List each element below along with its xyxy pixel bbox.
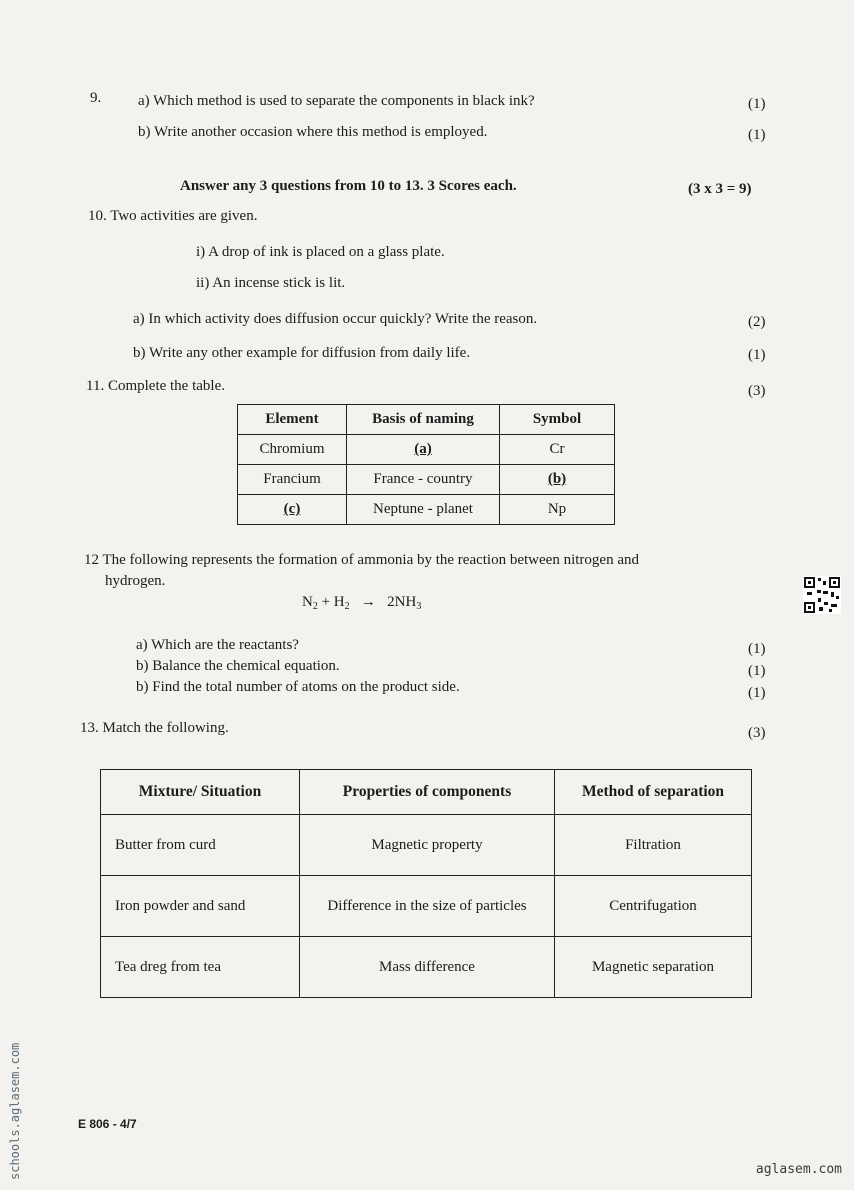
- q10-a-mark: (2): [748, 314, 766, 330]
- table-cell: France - country: [347, 465, 500, 495]
- q9-number: 9.: [90, 90, 102, 106]
- q12-part-b: b) Balance the chemical equation.: [136, 658, 340, 674]
- section-marks: (3 x 3 = 9): [688, 181, 752, 197]
- q10-activity-ii: ii) An incense stick is lit.: [196, 275, 346, 291]
- q9-a-mark: (1): [748, 96, 766, 112]
- table-cell: Chromium: [238, 435, 347, 465]
- eq-nitrogen: N: [302, 594, 313, 610]
- table-cell: Magnetic separation: [555, 937, 752, 998]
- table-row: [101, 937, 752, 998]
- table-cell: Tea dreg from tea: [101, 937, 300, 998]
- q10-part-b: b) Write any other example for diffusion from daily life.: [133, 345, 471, 361]
- table-cell: Magnetic property: [300, 815, 555, 876]
- table-cell: Np: [500, 495, 615, 525]
- table-cell: Neptune - planet: [347, 495, 500, 525]
- table-row: [101, 876, 752, 937]
- bottom-watermark: aglasem.com: [755, 1162, 842, 1177]
- q13-mark: (3): [748, 725, 766, 741]
- table-row: [238, 465, 615, 495]
- q12-part-c: b) Find the total number of atoms on the product side.: [136, 679, 460, 695]
- q12-part-a: a) Which are the reactants?: [136, 637, 299, 653]
- table-cell: Iron powder and sand: [101, 876, 300, 937]
- blank-b: (b): [500, 465, 615, 495]
- q12-a-mark: (1): [748, 641, 766, 657]
- section-heading: Answer any 3 questions from 10 to 13. 3 Scores each.: [180, 178, 517, 194]
- table-cell: Mass difference: [300, 937, 555, 998]
- eq-nitrogen-subscript: 2: [312, 601, 318, 612]
- blank-c: (c): [238, 495, 347, 525]
- table-cell: Cr: [500, 435, 615, 465]
- eq-product: 2NH: [387, 594, 417, 610]
- match-table-header: [101, 770, 752, 815]
- table-row: [238, 495, 615, 525]
- element-table-header-cell: Element: [238, 405, 347, 435]
- element-table-header: [238, 405, 615, 435]
- q12-stem-line1: 12 The following represents the formation of ammonia by the reaction between nitrogen and: [84, 552, 639, 568]
- table-cell: Difference in the size of particles: [300, 876, 555, 937]
- q12-b-mark: (1): [748, 663, 766, 679]
- q11-mark: (3): [748, 383, 766, 399]
- table-cell: Butter from curd: [101, 815, 300, 876]
- page-code: E 806 - 4/7: [78, 1117, 137, 1131]
- q9-part-b: b) Write another occasion where this method is employed.: [138, 124, 488, 140]
- q9-part-a: a) Which method is used to separate the components in black ink?: [138, 93, 535, 109]
- table-row: [238, 435, 615, 465]
- eq-product-subscript: 3: [416, 601, 422, 612]
- chemical-equation: [302, 594, 421, 612]
- match-table-header-cell: Mixture/ Situation: [101, 770, 300, 815]
- eq-hydrogen: + H: [321, 594, 345, 610]
- element-table-header-cell: Basis of naming: [347, 405, 500, 435]
- table-cell: Francium: [238, 465, 347, 495]
- q12-c-mark: (1): [748, 685, 766, 701]
- reaction-arrow-icon: →: [360, 594, 376, 610]
- eq-hydrogen-subscript: 2: [344, 601, 350, 612]
- q11-stem: 11. Complete the table.: [86, 378, 225, 394]
- q10-stem: 10. Two activities are given.: [88, 208, 258, 224]
- match-table: [100, 769, 752, 998]
- match-table-header-cell: Properties of components: [300, 770, 555, 815]
- q12-stem-line2: hydrogen.: [105, 573, 166, 589]
- table-cell: Centrifugation: [555, 876, 752, 937]
- match-table-header-cell: Method of separation: [555, 770, 752, 815]
- qr-code-icon: [803, 576, 841, 614]
- side-watermark: schools.aglasem.com: [8, 1042, 22, 1180]
- q13-stem: 13. Match the following.: [80, 720, 229, 736]
- element-table-header-cell: Symbol: [500, 405, 615, 435]
- q10-part-a: a) In which activity does diffusion occur quickly? Write the reason.: [133, 311, 538, 327]
- q9-b-mark: (1): [748, 127, 766, 143]
- q10-b-mark: (1): [748, 347, 766, 363]
- q10-activity-i: i) A drop of ink is placed on a glass plate.: [196, 244, 445, 260]
- blank-a: (a): [347, 435, 500, 465]
- element-table: [237, 404, 615, 525]
- table-cell: Filtration: [555, 815, 752, 876]
- table-row: [101, 815, 752, 876]
